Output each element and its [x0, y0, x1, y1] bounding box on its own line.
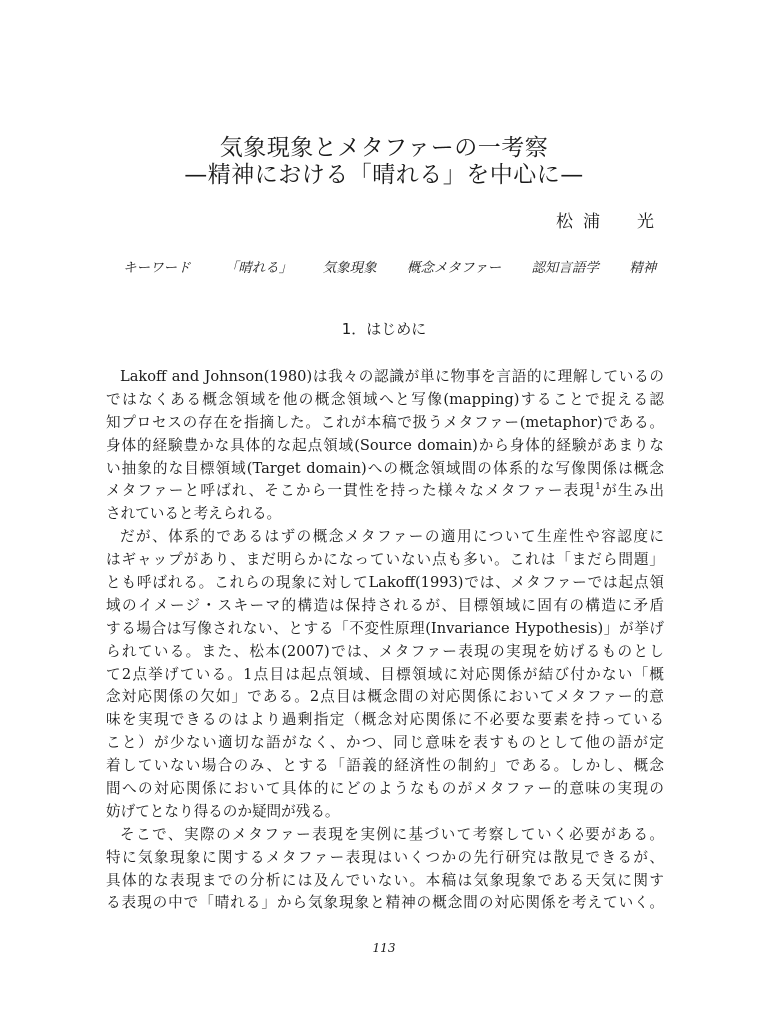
text-line: 味を実現できるのはより過剰指定（概念対応関係に不必要な要素を持っている [106, 711, 664, 729]
keywords-row [123, 256, 656, 276]
paper-subtitle: —精神における「晴れる」を中心に— [184, 162, 584, 188]
text-line-part: が生み出 [600, 482, 664, 500]
keyword-item: 概念メタファー [406, 260, 502, 276]
section-heading: 1．はじめに [341, 320, 427, 338]
text-line: 着していない場合のみ、とする「語義的経済性の制約」である。しかし、概念 [106, 757, 664, 775]
text-line: そこで、実際のメタファー表現を実例に基づいて考察していく必要がある。 [120, 825, 664, 843]
text-line: 身体的経験豊かな具体的な起点領域(Source domain)から身体的経験があまりな [106, 436, 664, 454]
page-number: 113 [372, 941, 396, 955]
keyword-item: 認知言語学 [531, 260, 599, 276]
text-line: 具体的な表現までの分析には及んでいない。本稿は気象現象である天気に関す [106, 871, 664, 889]
text-line [106, 480, 664, 503]
text-line: する場合は写像されない、とする「不変性原理(Invariance Hypothesis)」が挙げ [106, 619, 664, 637]
text-line: 知プロセスの存在を指摘した。これが本稿で扱うメタファー(metaphor)である。 [106, 413, 664, 431]
text-line: されていると考えられる。 [106, 505, 282, 523]
keyword-item: 「晴れる」 [224, 260, 293, 276]
text-line: だが、体系的であるはずの概念メタファーの適用について生産性や容認度に [120, 528, 664, 546]
text-line: い抽象的な目標領域(Target domain)への概念領域間の体系的な写像関係は概念 [106, 459, 664, 477]
text-line: 妨げてとなり得るのか疑問が残る。 [106, 802, 340, 820]
text-line: る表現の中で「晴れる」から気象現象と精神の概念間の対応関係を考えていく。 [106, 894, 664, 912]
text-line: はギャップがあり、まだ明らかになっていない点も多い。これは「まだら問題」 [106, 551, 664, 569]
text-line: 域のイメージ・スキーマ的構造は保持されるが、目標領域に固有の構造に矛盾 [106, 596, 664, 614]
keywords-label: キーワード [123, 260, 191, 276]
footnote-marker: 1 [595, 482, 601, 493]
text-line: 念対応関係の欠如」である。2点目は概念間の対応関係においてメタファー的意 [106, 688, 664, 706]
keyword-item: 気象現象 [322, 260, 377, 276]
body-text [106, 366, 664, 915]
text-line: 特に気象現象に関するメタファー表現はいくつかの先行研究は散見できるが、 [106, 848, 664, 866]
text-line: られている。また、松本(2007)では、メタファー表現の実現を妨げるものとし [106, 642, 664, 660]
text-line: て2点挙げている。1点目は起点領域、目標領域に対応関係が結び付かない「概 [106, 665, 664, 683]
text-line-part: メタファーと呼ばれ、そこから一貫性を持った様々なメタファー表現 [106, 482, 596, 500]
keyword-item: 精神 [629, 260, 657, 276]
text-line: とも呼ばれる。これらの現象に対してLakoff(1993)では、メタファーでは起点領 [106, 574, 664, 592]
paper-title: 気象現象とメタファーの一考察 [219, 135, 549, 161]
text-line: こと）が少ない適切な語がなく、かつ、同じ意味を表すものとして他の語が定 [106, 734, 664, 752]
text-line: 間への対応関係において具体的にどのようなものがメタファー的意味の実現の [106, 780, 664, 798]
text-line: Lakoff and Johnson(1980)は我々の認識が単に物事を言語的に理解しているの [120, 368, 664, 385]
text-line: ではなくある概念領域を他の概念領域へと写像(mapping)することで捉える認 [106, 390, 664, 408]
author-name: 松浦 光 [556, 212, 664, 232]
